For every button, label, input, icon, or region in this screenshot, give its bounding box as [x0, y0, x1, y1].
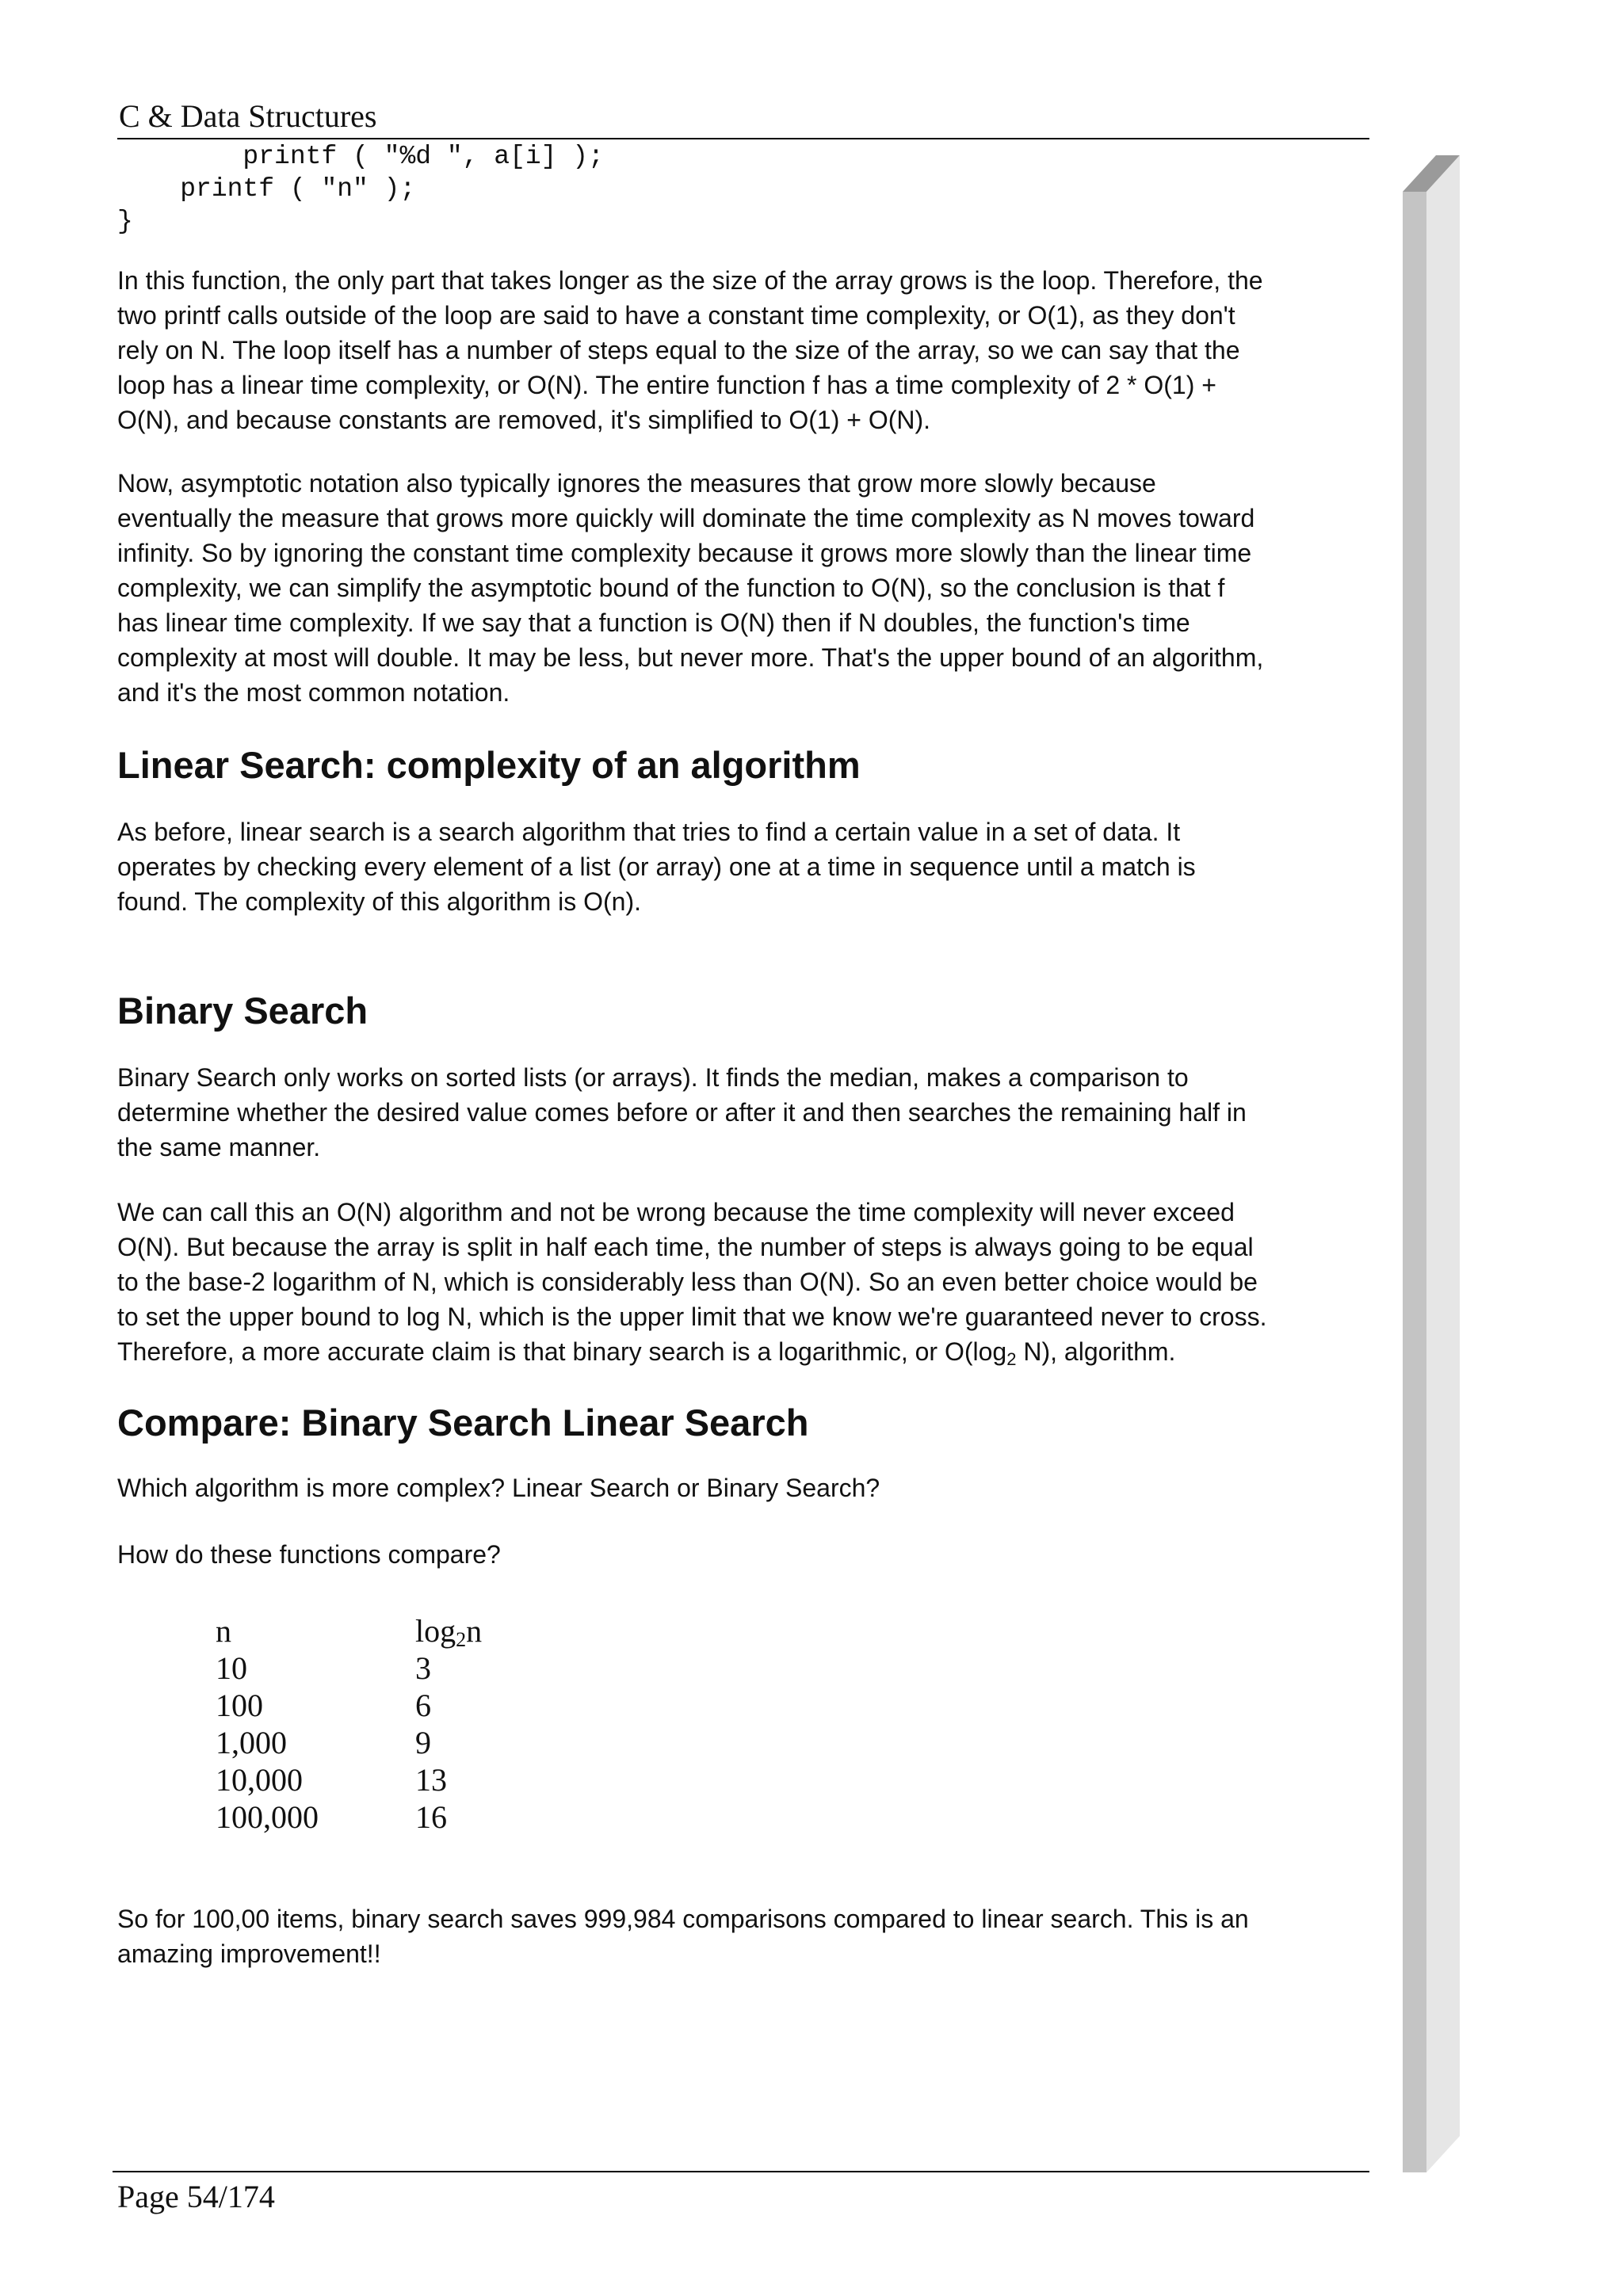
- table-row: [216, 1687, 621, 1724]
- question-complexity: Which algorithm is more complex? Linear Search or Binary Search?: [117, 1474, 880, 1502]
- text-line: two printf calls outside of the loop are said to have a constant time complexity, or O(1), as they don't: [117, 301, 1235, 330]
- code-line: printf ( "%d ", a[i] );: [117, 142, 604, 171]
- text-line: complexity at most will double. It may be less, but never more. That's the upper bound of an algorithm,: [117, 643, 1264, 672]
- table-row: [216, 1761, 621, 1798]
- text-line: has linear time complexity. If we say that a function is O(N) then if N doubles, the function's time: [117, 608, 1190, 637]
- text-line: found. The complexity of this algorithm is O(n).: [117, 887, 642, 916]
- text-line: We can call this an O(N) algorithm and not be wrong because the time complexity will never exceed: [117, 1198, 1235, 1226]
- table-cell: 16: [415, 1799, 447, 1835]
- paragraph-asymptotic: [117, 466, 1368, 710]
- code-line: }: [117, 207, 133, 236]
- text-line: In this function, the only part that takes longer as the size of the array grows is the loop. Therefore, the: [117, 266, 1263, 295]
- text-line: to the base-2 logarithm of N, which is considerably less than O(N). So an even better choice would be: [117, 1268, 1258, 1296]
- table-cell: 6: [415, 1688, 431, 1723]
- text-line: the same manner.: [117, 1133, 321, 1161]
- text-line: As before, linear search is a search algorithm that tries to find a certain value in a set of data. It: [117, 818, 1181, 846]
- table-cell: 100,000: [216, 1799, 319, 1835]
- table-row: [216, 1724, 621, 1761]
- heading-compare: Compare: Binary Search Linear Search: [117, 1402, 809, 1444]
- comparison-table: [216, 1612, 621, 1836]
- code-line: printf ( "n" );: [117, 174, 416, 204]
- paragraph-time-complexity: [117, 263, 1368, 437]
- text-line: and it's the most common notation.: [117, 678, 510, 707]
- page-number: Page 54/174: [117, 2179, 275, 2214]
- decorative-side-bar: [1403, 155, 1460, 2172]
- text-line: So for 100,00 items, binary search saves 999,984 comparisons compared to linear search. This is an: [117, 1905, 1249, 1933]
- text-line: Now, asymptotic notation also typically ignores the measures that grow more slowly because: [117, 469, 1156, 498]
- paragraph-linear-search: [117, 814, 1368, 919]
- text-line: operates by checking every element of a list (or array) one at a time in sequence until a match is: [117, 852, 1196, 881]
- column-header-n: n: [216, 1613, 231, 1649]
- table-row: [216, 1650, 621, 1687]
- heading-binary-search: Binary Search: [117, 990, 369, 1032]
- text-line: Therefore, a more accurate claim is that binary search is a logarithmic, or $O(\log_2$ N), algorithm.: [117, 1337, 1176, 1369]
- text-line: infinity. So by ignoring the constant time complexity because it grows more slowly than the linear time: [117, 539, 1252, 567]
- table-cell: 3: [415, 1650, 431, 1686]
- subscript: 2: [1006, 1349, 1017, 1369]
- paragraph-binary-search: [117, 1060, 1368, 1165]
- table-row: [216, 1798, 621, 1836]
- text-line: loop has a linear time complexity, or O(N). The entire function f has a time complexity of 2 * O(1) +: [117, 371, 1216, 399]
- text-line: rely on N. The loop itself has a number of steps equal to the size of the array, so we can say that the: [117, 336, 1240, 364]
- text-line: complexity, we can simplify the asymptotic bound of the function to O(N), so the conclusion is that f: [117, 574, 1225, 602]
- table-cell: 10,000: [216, 1762, 303, 1798]
- question-compare: How do these functions compare?: [117, 1540, 501, 1569]
- text-line: to set the upper bound to log N, which is the upper limit that we know we're guaranteed never to cross.: [117, 1302, 1267, 1331]
- table-cell: 100: [216, 1688, 263, 1723]
- text-line: amazing improvement!!: [117, 1939, 381, 1968]
- paragraph-binary-complexity: [117, 1195, 1368, 1377]
- code-snippet: [117, 140, 604, 238]
- table-cell: 10: [216, 1650, 247, 1686]
- heading-linear-search: Linear Search: complexity of an algorithm: [117, 744, 861, 786]
- column-header-log2n: log2n: [415, 1613, 483, 1651]
- paragraph-conclusion: [117, 1901, 1368, 1971]
- text-line: eventually the measure that grows more quickly will dominate the time complexity as N moves toward: [117, 504, 1255, 532]
- table-cell: 1,000: [216, 1725, 287, 1760]
- table-cell: 13: [415, 1762, 447, 1798]
- text-line: determine whether the desired value comes before or after it and then searches the remaining half in: [117, 1098, 1247, 1127]
- text-line: Binary Search only works on sorted lists (or arrays). It finds the median, makes a comparison to: [117, 1063, 1189, 1092]
- table-cell: 9: [415, 1725, 431, 1760]
- document-title: C & Data Structures: [119, 98, 377, 134]
- text-line: O(N), and because constants are removed, it's simplified to O(1) + O(N).: [117, 406, 931, 434]
- footer-divider: [113, 2171, 1369, 2172]
- table-header-row: [216, 1612, 621, 1650]
- text-line: O(N). But because the array is split in half each time, the number of steps is always going to be equal: [117, 1233, 1254, 1261]
- page-header: [117, 97, 1369, 139]
